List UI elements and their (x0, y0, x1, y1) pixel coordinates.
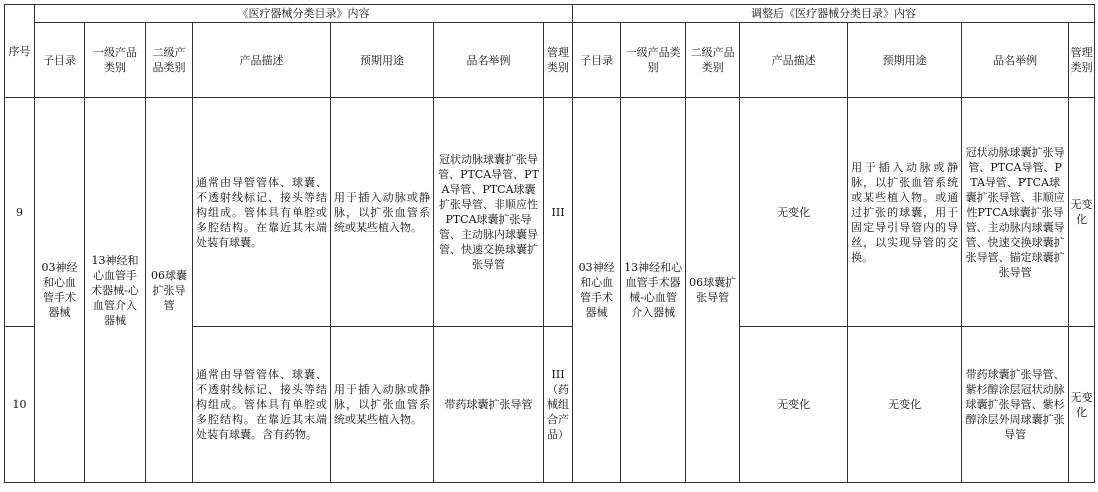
orig-management-class-header: 管理类别 (544, 23, 573, 98)
seq-cell: 9 (5, 98, 35, 327)
adj-description-header: 产品描述 (740, 23, 848, 98)
orig-intended-use-header: 预期用途 (331, 23, 434, 98)
orig-secondary-category-cell: 06球囊扩张导管 (146, 98, 193, 483)
orig-secondary-category-header: 二级产品类别 (146, 23, 193, 98)
orig-sub-catalog-cell: 03神经和心血管手术器械 (35, 98, 85, 483)
adj-examples-cell: 冠状动脉球囊扩张导管、PTCA导管、PTA导管、PTCA球囊扩张导管、非顺应性PTCA球囊扩张导管、主动脉内球囊导管、快速交换球囊扩张导管、锚定球囊扩张导管 (962, 98, 1069, 327)
orig-primary-category-cell: 13神经和心血管手术器械-心血管介入器械 (85, 98, 146, 483)
table-row (5, 98, 1095, 327)
orig-examples-header: 品名举例 (434, 23, 544, 98)
orig-description-cell: 通常由导管管体、球囊、不透射线标记、接头等结构组成。管体具有单腔或多腔结构。在靠近其末端处装有球囊。含有药物。 (193, 327, 331, 483)
adj-primary-category-cell: 13神经和心血管手术器械-心血管介入器械 (621, 98, 686, 483)
adj-management-class-header: 管理类别 (1069, 23, 1095, 98)
adj-secondary-category-cell: 06球囊扩张导管 (686, 98, 740, 483)
original-caption: 《医疗器械分类目录》内容 (35, 5, 573, 23)
adj-examples-cell: 带药球囊扩张导管、紫杉醇涂层冠状动脉球囊扩张导管、紫杉醇涂层外周球囊扩张导管 (962, 327, 1069, 483)
orig-management-class-cell: III (544, 98, 573, 327)
orig-management-class-cell: III（药械组合产品） (544, 327, 573, 483)
orig-primary-category-header: 一级产品类别 (85, 23, 146, 98)
adj-sub-catalog-header: 子目录 (573, 23, 621, 98)
seq-cell: 10 (5, 327, 35, 483)
adj-description-cell: 无变化 (740, 327, 848, 483)
adj-primary-category-header: 一级产品类别 (621, 23, 686, 98)
adj-secondary-category-header: 二级产品类别 (686, 23, 740, 98)
adj-examples-header: 品名举例 (962, 23, 1069, 98)
adj-description-cell: 无变化 (740, 98, 848, 327)
orig-description-cell: 通常由导管管体、球囊、不透射线标记、接头等结构组成。管体具有单腔或多腔结构。在靠近其末端处装有球囊。 (193, 98, 331, 327)
orig-examples-cell: 带药球囊扩张导管 (434, 327, 544, 483)
adj-management-class-cell: 无变化 (1069, 98, 1095, 327)
adj-intended-use-header: 预期用途 (848, 23, 962, 98)
adj-management-class-cell: 无变化 (1069, 327, 1095, 483)
orig-sub-catalog-header: 子目录 (35, 23, 85, 98)
orig-examples-cell: 冠状动脉球囊扩张导管、PTCA导管、PTA导管、PTCA球囊扩张导管、非顺应性PTCA球囊扩张导管、主动脉内球囊导管、快速交换球囊扩张导管 (434, 98, 544, 327)
orig-intended-use-cell: 用于插入动脉或静脉，以扩张血管系统或某些植入物。 (331, 327, 434, 483)
seq-header: 序号 (5, 5, 35, 98)
orig-description-header: 产品描述 (193, 23, 331, 98)
catalog-comparison-table (4, 4, 1095, 483)
header-row (5, 23, 1095, 98)
adj-intended-use-cell: 无变化 (848, 327, 962, 483)
orig-intended-use-cell: 用于插入动脉或静脉，以扩张血管系统或某些植入物。 (331, 98, 434, 327)
adj-sub-catalog-cell: 03神经和心血管手术器械 (573, 98, 621, 483)
adj-intended-use-cell: 用于插入动脉或静脉，以扩张血管系统或某些植入物。或通过扩张的球囊，用于固定导引导管内的导丝，以实现导管的交换。 (848, 98, 962, 327)
caption-row (5, 5, 1095, 23)
adjusted-caption: 调整后《医疗器械分类目录》内容 (573, 5, 1095, 23)
